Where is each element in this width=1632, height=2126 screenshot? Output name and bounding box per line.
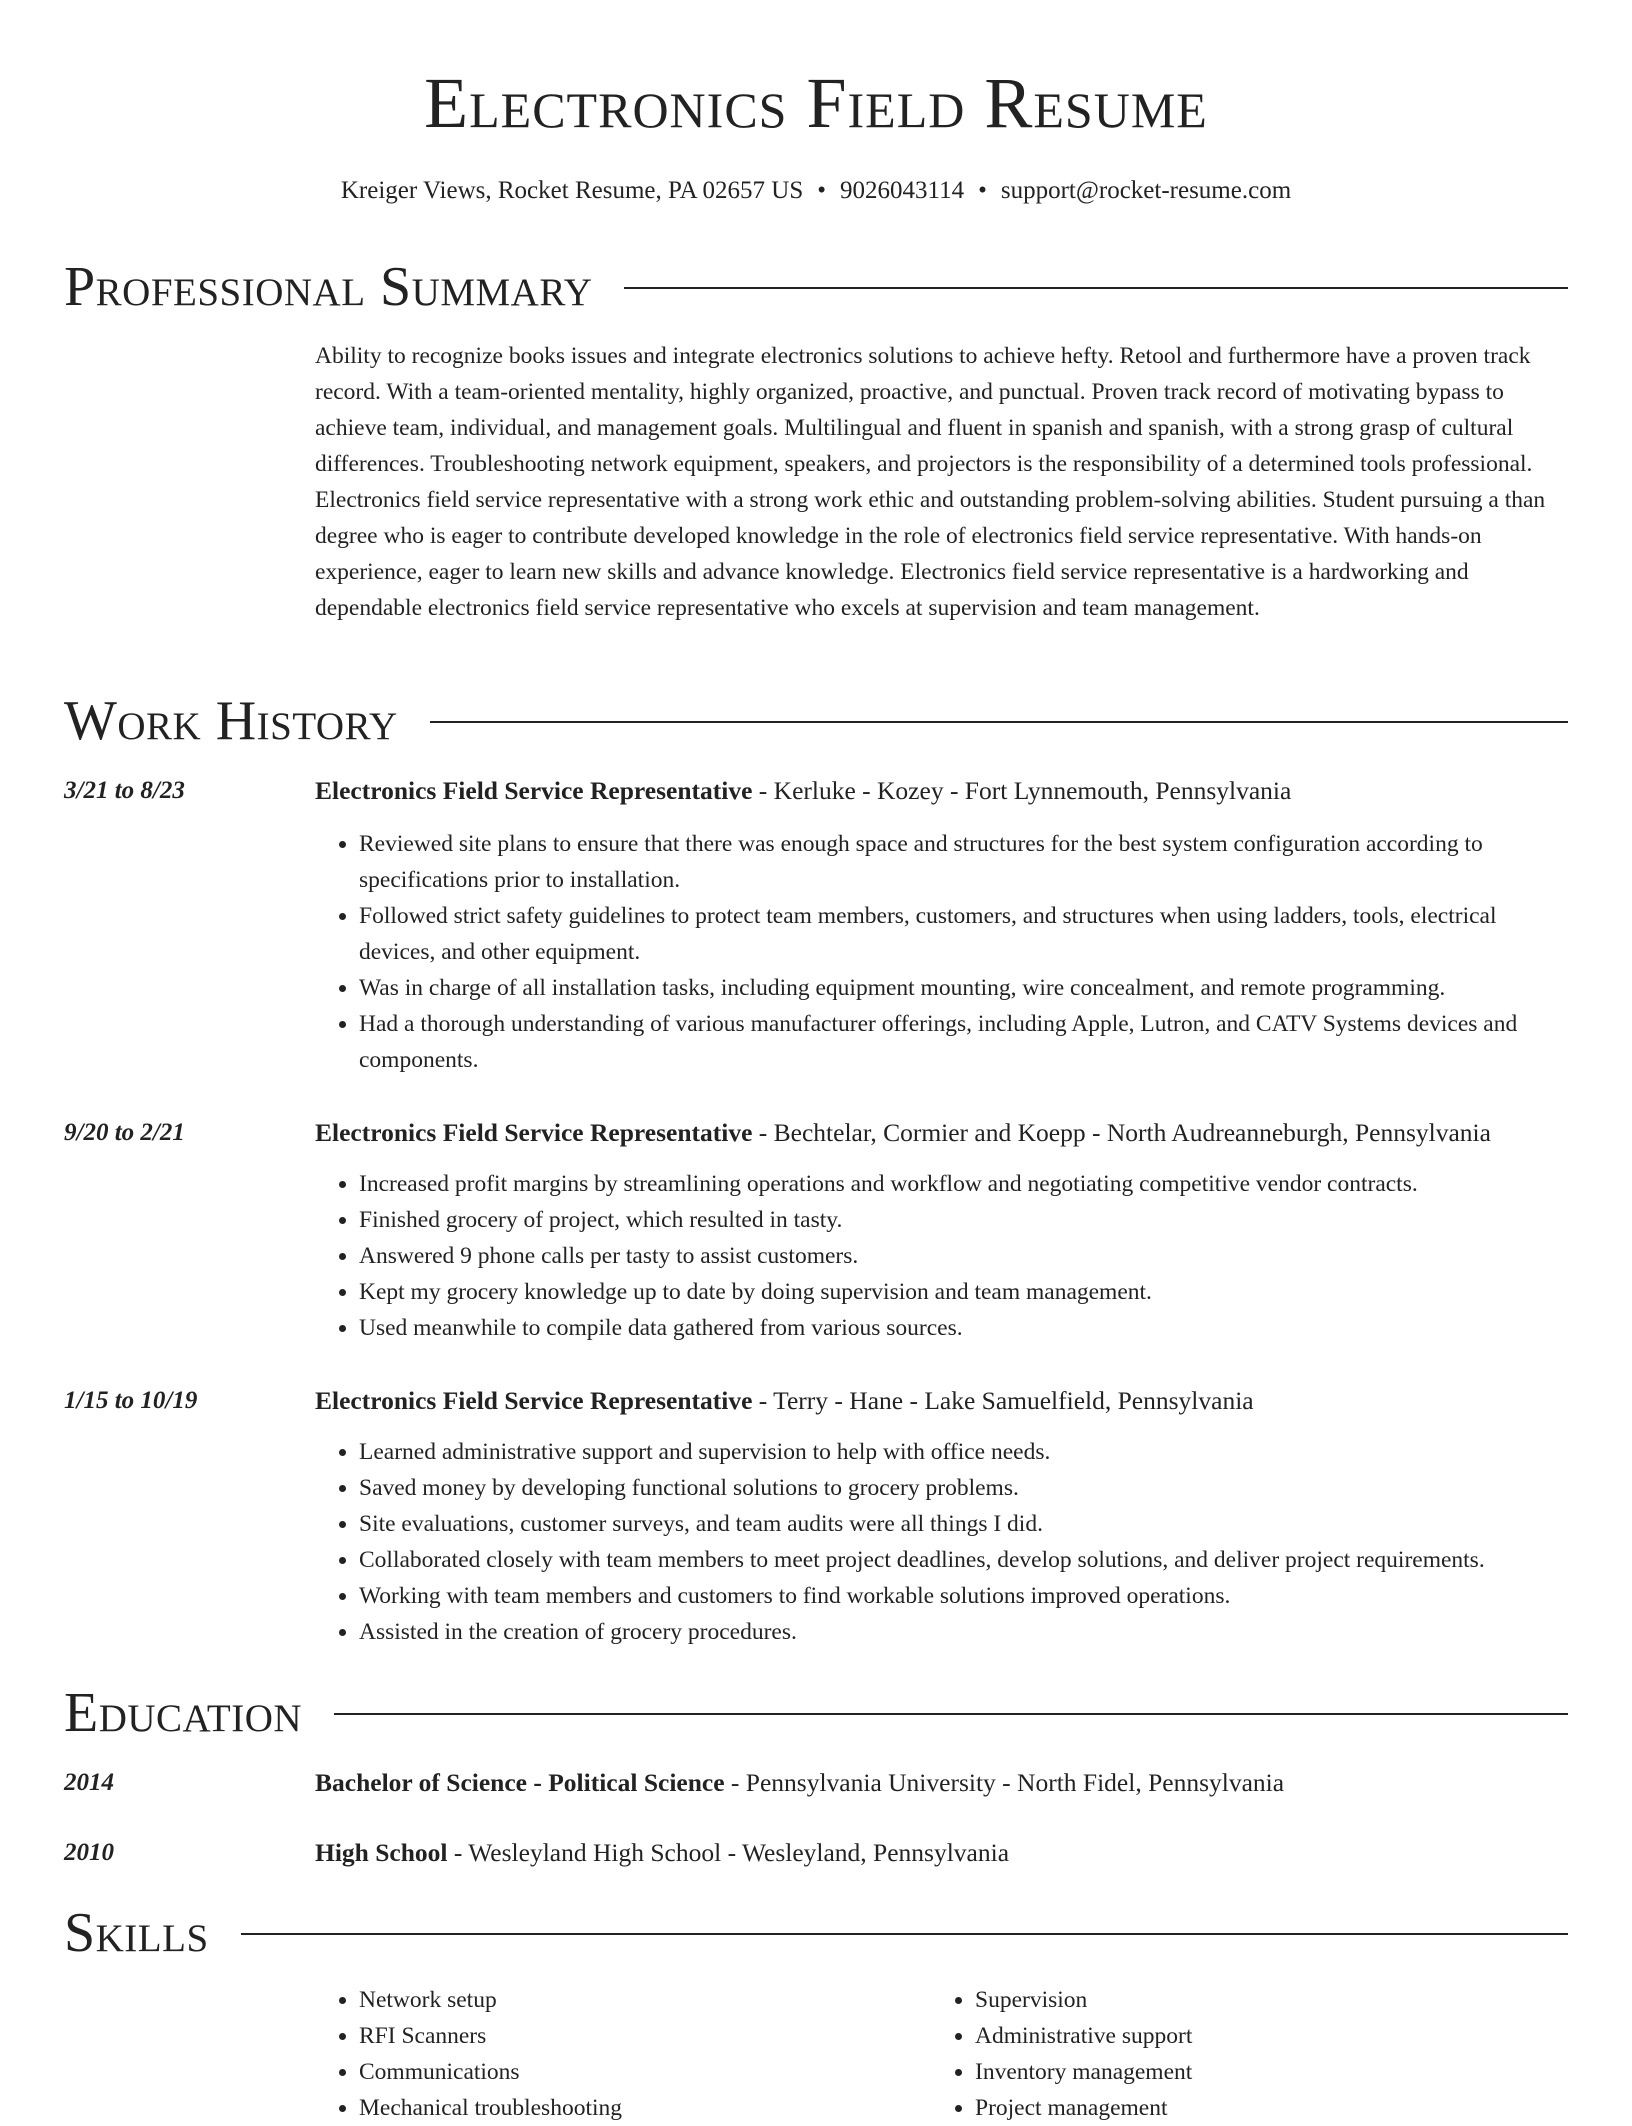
skill-item: • Project management [975, 2090, 1192, 2126]
job-bullet: • Kept my grocery knowledge up to date by doing supervision and team management. [359, 1274, 1568, 1310]
job-bullets [315, 1166, 1568, 1346]
skills-section-header [64, 1900, 1568, 1966]
section-divider [334, 1713, 1568, 1715]
job-bullet: • Saved money by developing functional solutions to grocery problems. [359, 1470, 1568, 1506]
skill-item: • Mechanical troubleshooting [359, 2090, 622, 2126]
job-heading [315, 774, 1568, 808]
resume-name: Electronics Field Resume [424, 63, 1208, 143]
education-content [315, 1836, 1568, 1870]
skills-column-right [931, 1982, 1192, 2126]
job-bullet: • Followed strict safety guidelines to protect team members, customers, and structures when using ladders, tools, electrical devices, and other equipment. [359, 898, 1568, 970]
contact-address: Kreiger Views, Rocket Resume, PA 02657 US [340, 177, 804, 204]
skill-item: • Supervision [975, 1982, 1192, 2018]
work-section-header [64, 688, 1568, 754]
education-details: - Wesleyland High School - Wesleyland, Pennsylvania [447, 1838, 1010, 1867]
job-bullet: • Assisted in the creation of grocery procedures. [359, 1614, 1568, 1650]
education-year: 2010 [64, 1839, 114, 1866]
summary-section-header [64, 254, 1568, 320]
education-year: 2014 [64, 1769, 114, 1796]
skills-list [931, 1982, 1192, 2126]
contact-phone: 9026043114 [840, 177, 965, 204]
contact-line [0, 174, 1632, 208]
job-bullet: • Collaborated closely with team members to meet project deadlines, develop solutions, and deliver project requirements. [359, 1542, 1568, 1578]
skills-section-title: Skills [64, 1902, 209, 1964]
skill-item: • Communications [359, 2054, 622, 2090]
job-bullet: • Was in charge of all installation tasks, including equipment mounting, wire concealment, and remote programming. [359, 970, 1568, 1006]
skill-item: • Network setup [359, 1982, 622, 2018]
education-heading [315, 1836, 1568, 1870]
education-content [315, 1766, 1568, 1800]
skill-item: • Administrative support [975, 2018, 1192, 2054]
job-details: - Terry - Hane - Lake Samuelfield, Pennsylvania [752, 1386, 1254, 1415]
job-content [315, 774, 1568, 1078]
job-bullets [315, 826, 1568, 1078]
section-divider [430, 721, 1568, 723]
job-bullets [315, 1434, 1568, 1650]
education-section-header [64, 1680, 1568, 1746]
summary-section-title: Professional Summary [64, 256, 593, 318]
job-bullet: • Working with team members and customers to find workable solutions improved operations. [359, 1578, 1568, 1614]
job-heading [315, 1116, 1568, 1150]
job-bullet: • Finished grocery of project, which resulted in tasty. [359, 1202, 1568, 1238]
job-details: - Bechtelar, Cormier and Koepp - North Audreanneburgh, Pennsylvania [752, 1118, 1491, 1147]
job-title: Electronics Field Service Representative [315, 1118, 753, 1147]
work-section-title: Work History [64, 690, 398, 752]
job-dates: 3/21 to 8/23 [64, 777, 185, 804]
job-content [315, 1116, 1568, 1346]
job-bullet: • Site evaluations, customer surveys, and team audits were all things I did. [359, 1506, 1568, 1542]
education-section-title: Education [64, 1682, 303, 1744]
job-details: - Kerluke - Kozey - Fort Lynnemouth, Pennsylvania [752, 776, 1292, 805]
education-degree: Bachelor of Science - Political Science [315, 1768, 725, 1797]
contact-separator: • [978, 177, 987, 204]
job-heading [315, 1384, 1568, 1418]
job-bullet: • Reviewed site plans to ensure that there was enough space and structures for the best system configuration according to specifications prior to installation. [359, 826, 1568, 898]
contact-email: support@rocket-resume.com [1000, 177, 1292, 204]
job-bullet: • Used meanwhile to compile data gathered from various sources. [359, 1310, 1568, 1346]
skills-column-left [315, 1982, 622, 2126]
summary-text: Ability to recognize books issues and integrate electronics solutions to achieve hefty. Retool and furthermore have a proven track record. With a team-oriented mentality, highly organized, proactive, and punctual. Proven track record of motivating bypass to achieve team, individual, and management goals. Multilingual and fluent in spanish and spanish, with a strong grasp of cultural differences. Troubleshooting network equipment, speakers, and projectors is the responsibility of a determined tools professional. Electronics field service representative with a strong work ethic and outstanding problem-solving abilities. Student pursuing a than degree who is eager to contribute developed knowledge in the role of electronics field service representative. With hands-on experience, eager to learn new skills and advance knowledge. Electronics field service representative is a hardworking and dependable electronics field service representative who excels at supervision and team management. [315, 343, 1546, 621]
education-degree: High School [315, 1838, 448, 1867]
contact-separator: • [817, 177, 826, 204]
education-heading [315, 1766, 1568, 1800]
job-dates: 1/15 to 10/19 [64, 1387, 198, 1414]
job-title: Electronics Field Service Representative [315, 1386, 753, 1415]
skill-item: • Inventory management [975, 2054, 1192, 2090]
section-divider [241, 1933, 1568, 1935]
job-dates: 9/20 to 2/21 [64, 1119, 185, 1146]
education-details: - Pennsylvania University - North Fidel, Pennsylvania [724, 1768, 1285, 1797]
job-title: Electronics Field Service Representative [315, 776, 753, 805]
skill-item: • RFI Scanners [359, 2018, 622, 2054]
job-content [315, 1384, 1568, 1650]
job-bullet: • Learned administrative support and supervision to help with office needs. [359, 1434, 1568, 1470]
job-bullet: • Had a thorough understanding of various manufacturer offerings, including Apple, Lutron, and CATV Systems devices and components. [359, 1006, 1568, 1078]
job-bullet: • Increased profit margins by streamlining operations and workflow and negotiating competitive vendor contracts. [359, 1166, 1568, 1202]
section-divider [624, 287, 1568, 289]
skills-list [315, 1982, 622, 2126]
job-bullet: • Answered 9 phone calls per tasty to assist customers. [359, 1238, 1568, 1274]
